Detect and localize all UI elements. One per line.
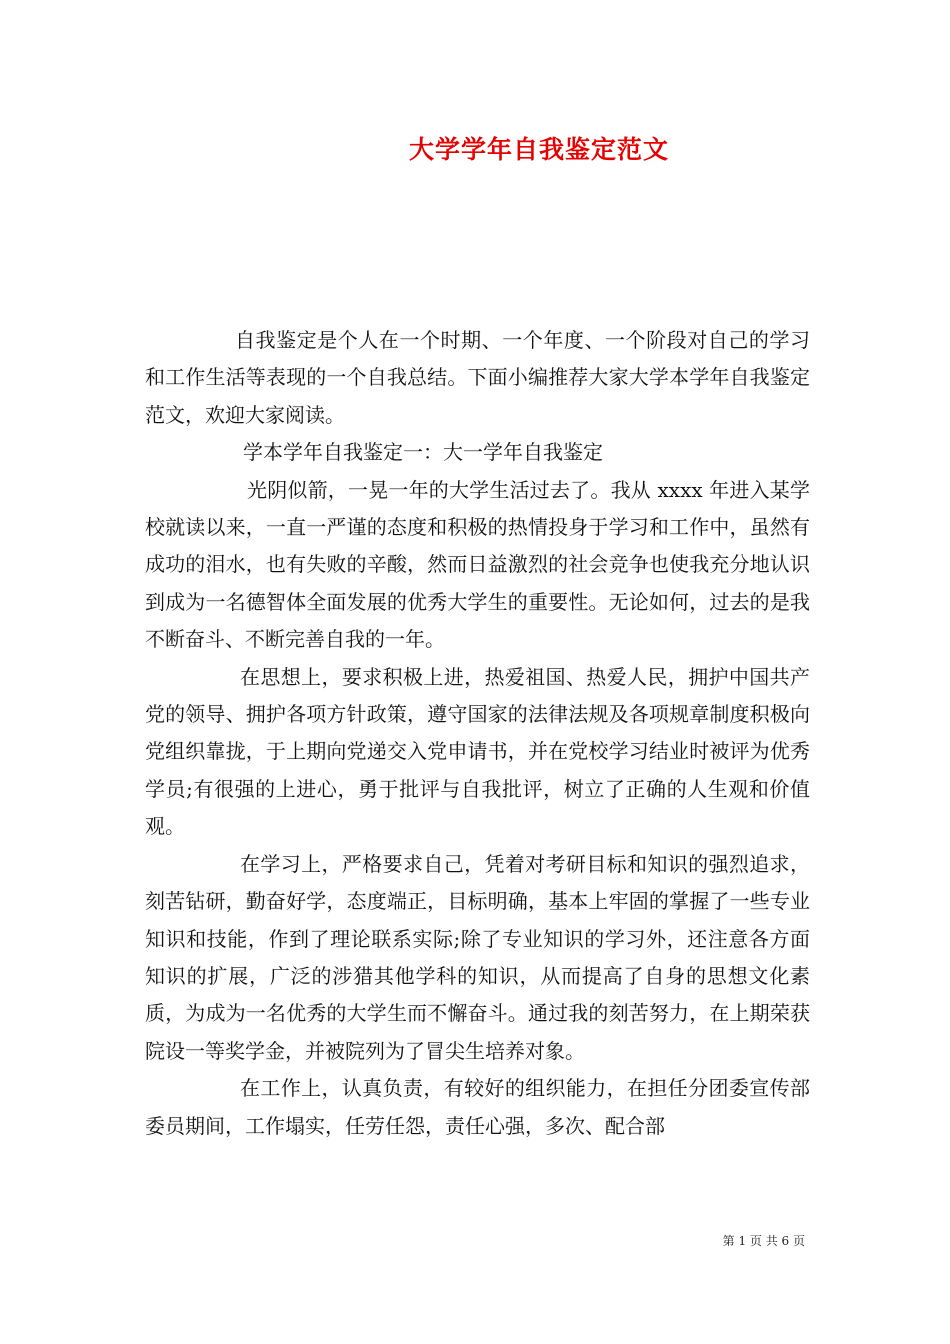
document-body: [145, 322, 810, 1145]
paragraph-thought: 在思想上，要求积极上进，热爱祖国、热爱人民，拥护中国共产党的领导、拥护各项方针政策，遵守国家的法律法规及各项规章制度积极向党组织靠拢，于上期向党递交入党申请书，并在党校学习结业时被评为优秀学员;有很强的上进心，勇于批评与自我批评，树立了正确的人生观和价值观。: [145, 664, 810, 839]
section-heading: 学本学年自我鉴定一：大一学年自我鉴定: [243, 440, 603, 465]
paragraph-work: 在工作上，认真负责，有较好的组织能力，在担任分团委宣传部委员期间，工作塌实，任劳任怨，责任心强，多次、配合部: [145, 1076, 810, 1138]
paragraph-overview: 光阴似箭，一晃一年的大学生活过去了。我从 xxxx 年进入某学校就读以来，一直一严谨的态度和积极的热情投身于学习和工作中，虽然有成功的泪水，也有失败的辛酸，然而日益激烈的社会竞争也使我充分地认识到成为一名德智体全面发展的优秀大学生的重要性。无论如何，过去的是我不断奋斗、不断完善自我的一年。: [145, 477, 810, 652]
document-title: 大学学年自我鉴定范文: [408, 135, 669, 164]
paragraph-study: 在学习上，严格要求自己，凭着对考研目标和知识的强烈追求，刻苦钻研，勤奋好学，态度端正，目标明确，基本上牢固的掌握了一些专业知识和技能，作到了理论联系实际;除了专业知识的学习外，还注意各方面知识的扩展，广泛的涉猎其他学科的知识，从而提高了自身的思想文化素质，为成为一名优秀的大学生而不懈奋斗。通过我的刻苦努力，在上期荣获院设一等奖学金，并被院列为了冒尖生培养对象。: [145, 851, 810, 1063]
intro-paragraph: 自我鉴定是个人在一个时期、一个年度、一个阶段对自己的学习和工作生活等表现的一个自我总结。下面小编推荐大家大学本学年自我鉴定范文，欢迎大家阅读。: [145, 328, 810, 427]
page-number: 第 1 页 共 6 页: [722, 1234, 805, 1248]
